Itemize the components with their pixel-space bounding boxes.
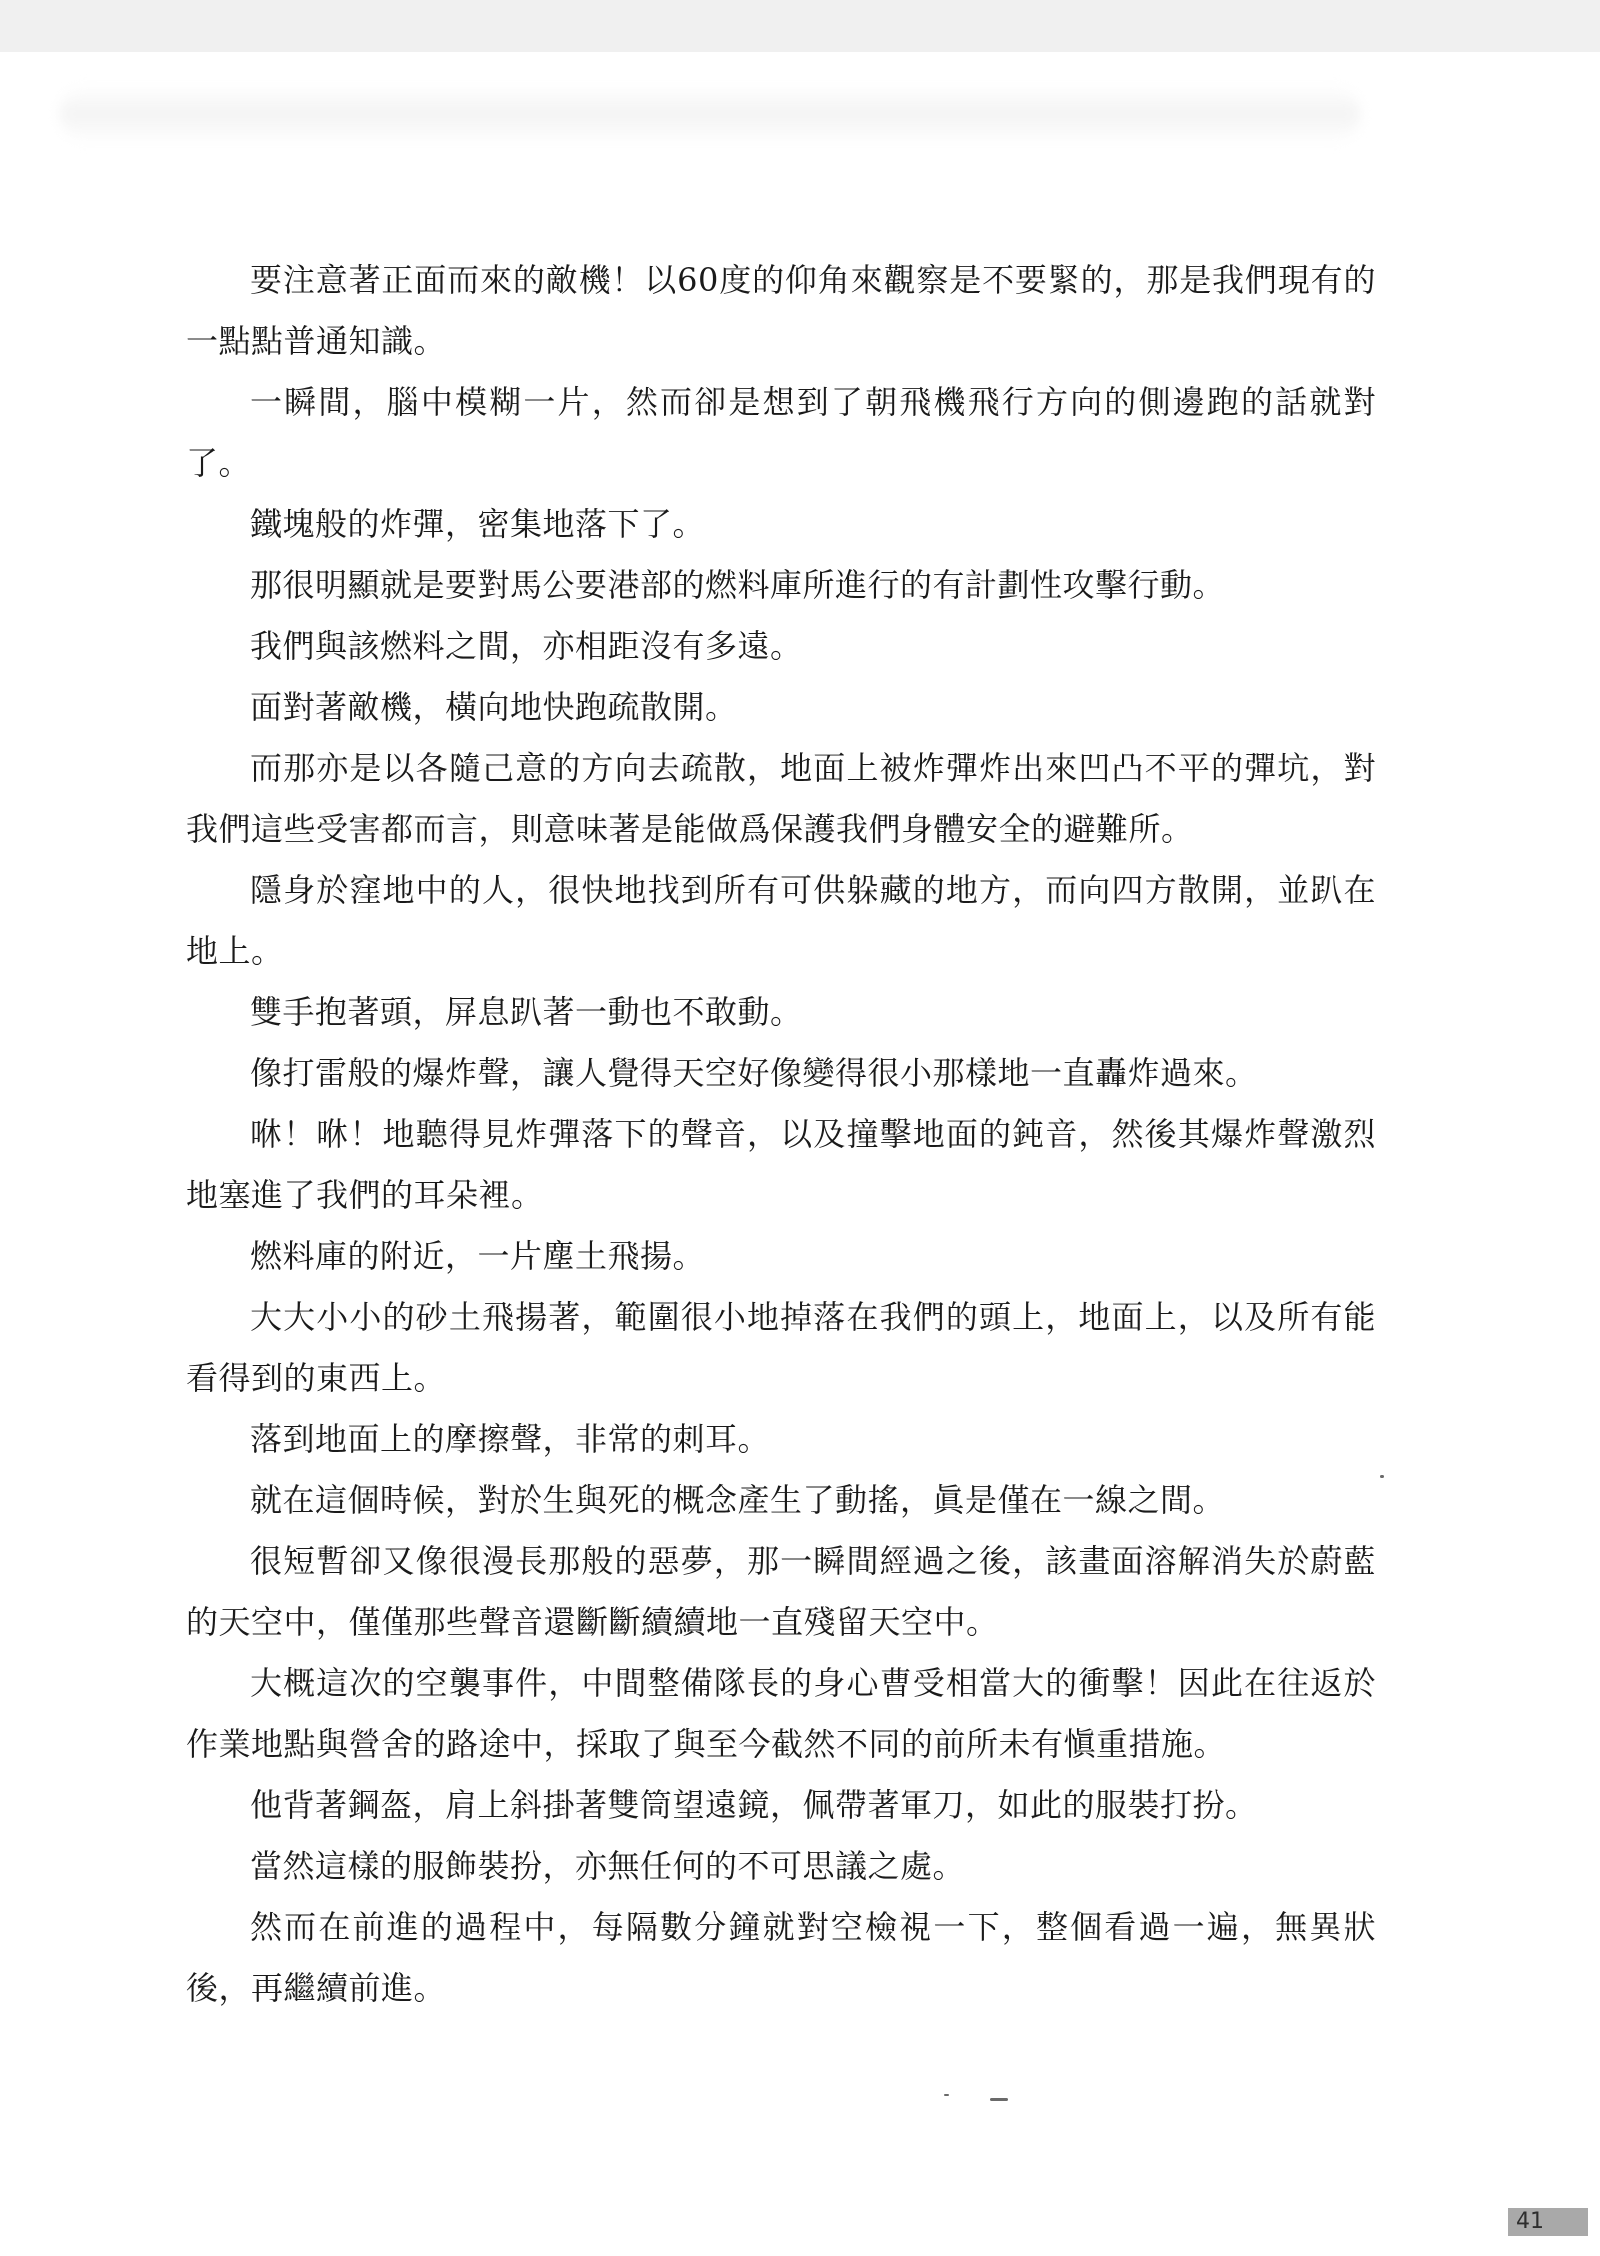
paragraph: 就在這個時候，對於生與死的概念產生了動搖，眞是僅在一線之間。 bbox=[250, 1481, 1226, 1519]
paragraph: 鐵塊般的炸彈，密集地落下了。 bbox=[250, 505, 706, 543]
scan-speck bbox=[944, 2094, 949, 2096]
paragraph: 很短暫卻又像很漫長那般的惡夢，那一瞬間經過之後，該畫面溶解消失於蔚藍的天空中，僅僅那些聲音還斷斷續續地一直殘留天空中。 bbox=[186, 1542, 1376, 1641]
scan-speck bbox=[990, 2098, 1008, 2101]
scan-top-band bbox=[0, 0, 1600, 52]
paragraph: 那很明顯就是要對馬公要港部的燃料庫所進行的有計劃性攻擊行動。 bbox=[250, 566, 1226, 604]
body-text bbox=[186, 250, 1376, 2019]
paragraph: 當然這樣的服飾裝扮，亦無任何的不可思議之處。 bbox=[250, 1847, 966, 1885]
paragraph: 而那亦是以各隨己意的方向去疏散，地面上被炸彈炸出來凹凸不平的彈坑，對我們這些受害都而言，則意味著是能做爲保護我們身體安全的避難所。 bbox=[186, 749, 1376, 848]
paragraph: 大概這次的空襲事件，中間整備隊長的身心曹受相當大的衝擊！因此在往返於作業地點與營舍的路途中，採取了與至今截然不同的前所未有愼重措施。 bbox=[186, 1664, 1376, 1763]
paragraph: 隱身於窪地中的人，很快地找到所有可供躲藏的地方，而向四方散開，並趴在地上。 bbox=[186, 871, 1376, 970]
paragraph: 他背著鋼盔，肩上斜掛著雙筒望遠鏡，佩帶著軍刀，如此的服裝打扮。 bbox=[250, 1786, 1258, 1824]
paragraph: 大大小小的砂土飛揚著，範圍很小地掉落在我們的頭上，地面上，以及所有能看得到的東西上。 bbox=[186, 1298, 1376, 1397]
page-number: 41 bbox=[1508, 2208, 1588, 2236]
paragraph: 要注意著正面而來的敵機！以60度的仰角來觀察是不要緊的，那是我們現有的一點點普通知識。 bbox=[186, 261, 1376, 360]
paragraph: 然而在前進的過程中，每隔數分鐘就對空檢視一下，整個看過一遍，無異狀後，再繼續前進。 bbox=[186, 1908, 1376, 2007]
scan-shadow bbox=[60, 84, 1360, 144]
paragraph: 雙手抱著頭，屏息趴著一動也不敢動。 bbox=[250, 993, 803, 1031]
paragraph: 一瞬間，腦中模糊一片，然而卻是想到了朝飛機飛行方向的側邊跑的話就對了。 bbox=[186, 383, 1376, 482]
paragraph: 像打雷般的爆炸聲，讓人覺得天空好像變得很小那樣地一直轟炸過來。 bbox=[250, 1054, 1258, 1092]
paragraph: 咻！咻！地聽得見炸彈落下的聲音，以及撞擊地面的鈍音，然後其爆炸聲激烈地塞進了我們的耳朵裡。 bbox=[186, 1115, 1376, 1214]
paragraph: 落到地面上的摩擦聲，非常的刺耳。 bbox=[250, 1420, 771, 1458]
paragraph: 我們與該燃料之間，亦相距沒有多遠。 bbox=[250, 627, 803, 665]
paragraph: 面對著敵機，橫向地快跑疏散開。 bbox=[250, 688, 738, 726]
paragraph: 燃料庫的附近，一片塵土飛揚。 bbox=[250, 1237, 706, 1275]
scan-speck bbox=[1380, 1475, 1384, 1478]
